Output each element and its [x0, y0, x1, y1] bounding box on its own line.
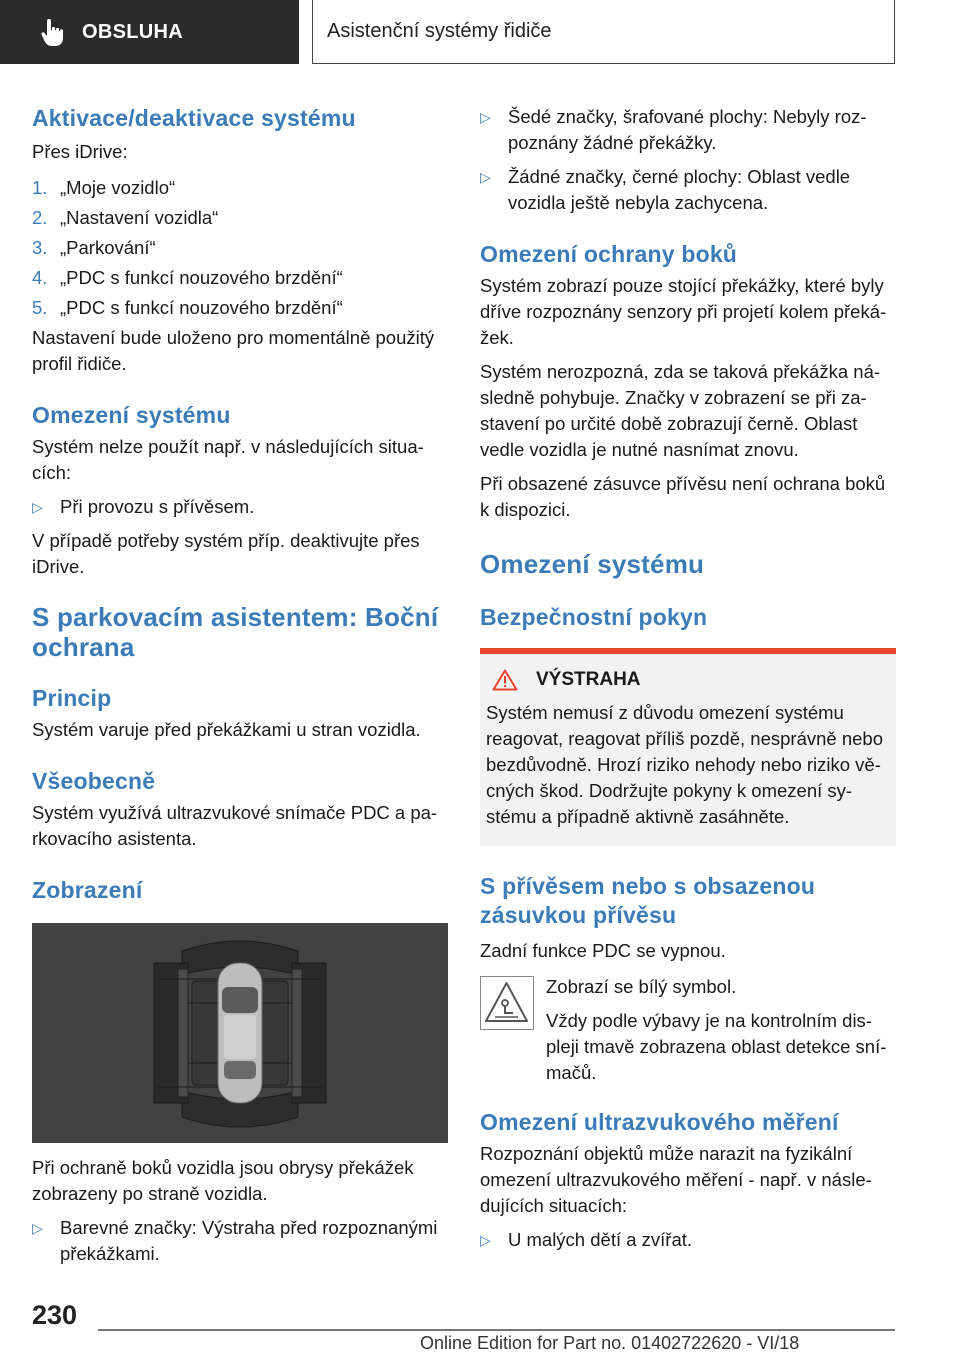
left-column — [32, 100, 448, 1267]
list-item: 2. „Nastavení vozidla“ — [32, 207, 219, 228]
warning-title: VÝSTRAHA — [492, 668, 890, 692]
list-item: 1. „Moje vozidlo“ — [32, 177, 176, 198]
header-section-tab — [0, 0, 299, 64]
heading-general: Všeobecně — [32, 768, 156, 794]
settings-saved-text: Nastavení bude uloženo pro momentálně použitý profil řidiče. — [32, 327, 435, 374]
list-item: ▷ Šedé značky, šrafované plochy: Nebyly roz-poznány žádné překážky. — [480, 106, 867, 153]
heading-safety: Bezpečnostní pokyn — [480, 604, 708, 630]
heading-side-protection: S parkovacím asistentem: Boční ochrana — [32, 602, 439, 662]
limits-intro-text: Systém nelze použít např. v následujících situa-cích: — [32, 436, 424, 483]
trailer-hitch-icon — [481, 977, 532, 1028]
heading-principle: Princip — [32, 685, 112, 711]
warning-triangle-icon — [492, 669, 518, 691]
general-text: Systém využívá ultrazvukové snímače PDC a pa-rkovacího asistenta. — [32, 802, 438, 849]
list-item: ▷ Při provozu s přívěsem. — [32, 496, 255, 517]
display-list — [32, 1215, 448, 1267]
warning-text: Systém nemusí z důvodu omezení systému reagovat, reagovat příliš pozdě, nesprávně nebo bezdůvodně. Hrozí riziko nehody nebo riziko vě-cných škod. Dodržujte pokyny k omezení sy-stému a případně aktivně zasáhněte. — [486, 702, 883, 827]
list-item: 5. „PDC s funkcí nouzového brzdění“ — [32, 297, 343, 318]
principle-text: Systém varuje před překážkami u stran vozidla. — [32, 719, 421, 740]
list-item: 3. „Parkování“ — [32, 237, 156, 258]
heading-activation: Aktivace/deaktivace systému — [32, 105, 356, 131]
trailer-text-2: Zobrazí se bílý symbol. — [546, 976, 737, 997]
heading-display: Zobrazení — [32, 877, 143, 903]
limits-list — [32, 494, 448, 520]
limits-after-text: V případě potřeby systém příp. deaktivujte přes iDrive. — [32, 530, 420, 577]
trailer-hitch-symbol — [480, 976, 534, 1030]
page-number: 230 — [32, 1300, 78, 1330]
display-text: Při ochraně boků vozidla jsou obrysy překážek zobrazeny po straně vozidla. — [32, 1157, 414, 1204]
heading-ultrasonic: Omezení ultrazvukového měření — [480, 1109, 839, 1135]
heading-trailer: S přívěsem nebo s obsazenou zásuvkou přívěsu — [480, 873, 816, 928]
ultrasonic-list — [480, 1227, 896, 1253]
heading-system-limits: Omezení systému — [32, 402, 231, 428]
list-item: ▷ U malých dětí a zvířat. — [480, 1229, 693, 1250]
via-idrive-text: Přes iDrive: — [32, 141, 128, 162]
car-top-view-illustration — [32, 923, 448, 1143]
footer-divider — [98, 1329, 895, 1331]
heading-system-limits-2: Omezení systému — [480, 549, 705, 579]
ultrasonic-text: Rozpoznání objektů může narazit na fyzikální omezení ultrazvukového měření - např. v násle-dujících situacích: — [480, 1143, 872, 1216]
side-limits-text-2: Systém nerozpozná, zda se taková překážka ná-sledně pohybuje. Značky v zobrazení se při za-stavení po určité době zobrazují černě. Oblast vedle vozidla je nutné nasnímat znovu. — [480, 361, 881, 460]
steps-list — [32, 173, 448, 323]
list-item: ▷ Žádné značky, černé plochy: Oblast vedle vozidla ještě nebyla zachycena. — [480, 166, 851, 213]
trailer-symbol-row — [480, 974, 896, 1086]
side-protection-image — [32, 923, 448, 1143]
hand-pointer-icon — [40, 17, 66, 47]
list-item: ▷ Barevné značky: Výstraha před rozpoznanými překážkami. — [32, 1217, 438, 1264]
chapter-title: Asistenční systémy řidiče — [327, 20, 552, 42]
side-limits-text-1: Systém zobrazí pouze stojící překážky, které byly dříve rozpoznány senzory při projetí kolem překá-žek. — [480, 275, 887, 348]
header-chapter — [312, 0, 895, 64]
section-title: OBSLUHA — [82, 20, 183, 43]
footer-edition: Online Edition for Part no. 01402722620 - VI/18 — [420, 1333, 800, 1353]
heading-side-limits: Omezení ochrany boků — [480, 241, 738, 267]
list-item: 4. „PDC s funkcí nouzového brzdění“ — [32, 267, 343, 288]
side-limits-text-3: Při obsazené zásuvce přívěsu není ochrana boků k dispozici. — [480, 473, 886, 520]
trailer-text-3-part: Vždy podle výbavy je na kontrolním dis-pleji tmavě zobrazena oblast detekce sní-mačů. — [546, 1010, 887, 1083]
markers-list — [480, 104, 896, 216]
warning-box — [480, 648, 896, 846]
right-column — [480, 100, 896, 1253]
trailer-text-1: Zadní funkce PDC se vypnou. — [480, 940, 726, 961]
